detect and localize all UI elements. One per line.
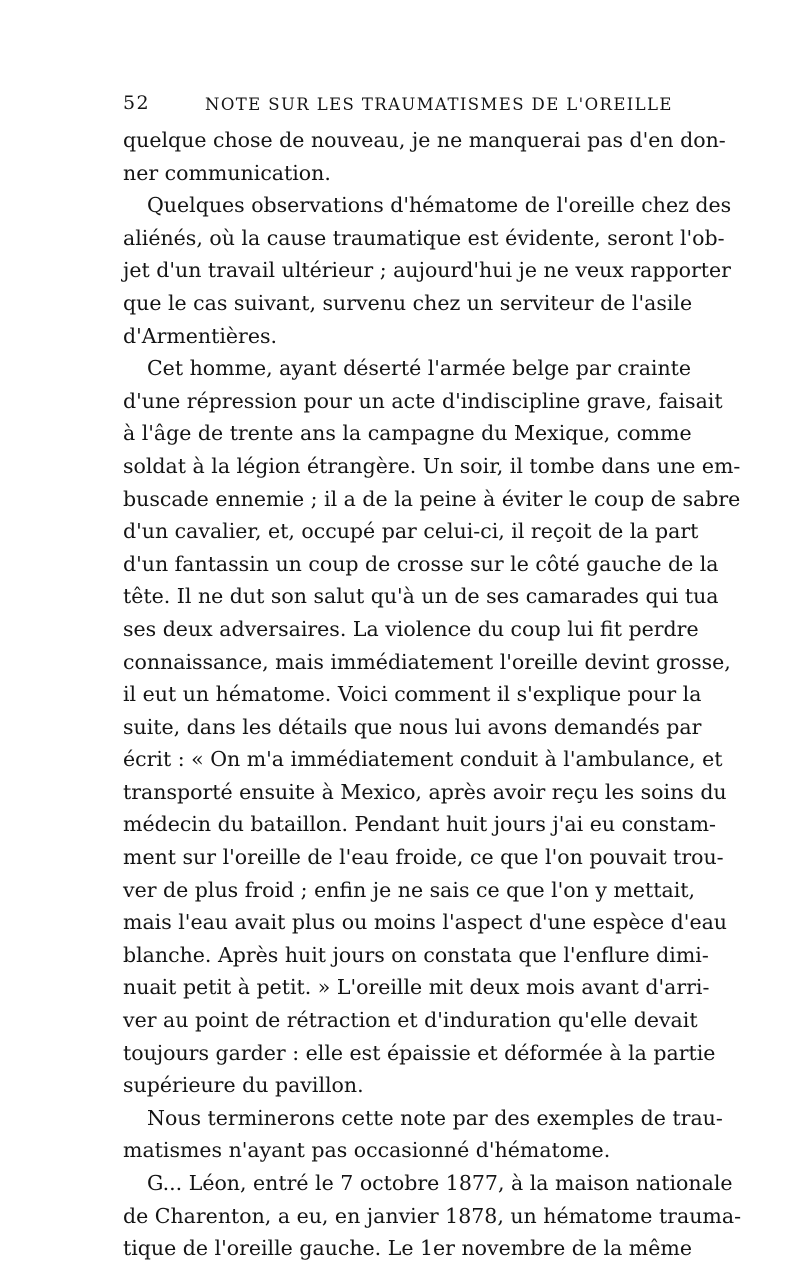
text-line: d'un cavalier, et, occupé par celui-ci, il reçoit de la part bbox=[123, 519, 699, 544]
text-line: aliénés, où la cause traumatique est évidente, seront l'ob- bbox=[123, 225, 725, 250]
text-line: de Charenton, a eu, en janvier 1878, un hématome trauma- bbox=[123, 1203, 741, 1228]
text-line: mais l'eau avait plus ou moins l'aspect d'une espèce d'eau bbox=[123, 910, 727, 935]
text-line: à l'âge de trente ans la campagne du Mexique, comme bbox=[123, 421, 692, 446]
body-text bbox=[123, 124, 741, 1265]
running-head bbox=[123, 92, 679, 120]
text-line: Cet homme, ayant déserté l'armée belge par crainte bbox=[147, 356, 692, 381]
text-line: Nous terminerons cette note par des exemples de trau- bbox=[147, 1105, 723, 1130]
text-line: d'une répression pour un acte d'indiscipline grave, faisait bbox=[123, 388, 723, 413]
text-line: nuait petit à petit. » L'oreille mit deux mois avant d'arri- bbox=[123, 975, 710, 1000]
text-line: G... Léon, entré le 7 octobre 1877, à la maison nationale bbox=[147, 1171, 733, 1195]
text-line: toujours garder : elle est épaissie et déformée à la partie bbox=[123, 1040, 716, 1065]
text-line: matismes n'ayant pas occasionné d'hématome. bbox=[123, 1138, 611, 1163]
text-line: que le cas suivant, survenu chez un serviteur de l'asile bbox=[123, 290, 693, 315]
text-line: d'Armentières. bbox=[123, 323, 278, 348]
text-line: ses deux adversaires. La violence du coup lui fit perdre bbox=[123, 616, 699, 641]
text-line: connaissance, mais immédiatement l'oreille devint grosse, bbox=[123, 649, 731, 674]
text-line: écrit : « On m'a immédiatement conduit à l'ambulance, et bbox=[123, 747, 723, 772]
text-line: ment sur l'oreille de l'eau froide, ce que l'on pouvait trou- bbox=[123, 845, 724, 870]
text-line: ver de plus froid ; enfin je ne sais ce que l'on y mettait, bbox=[123, 877, 696, 902]
text-line: tête. Il ne dut son salut qu'à un de ses camarades qui tua bbox=[123, 584, 719, 609]
text-line: médecin du bataillon. Pendant huit jours j'ai eu constam- bbox=[123, 812, 716, 837]
running-title: NOTE SUR LES TRAUMATISMES DE L'OREILLE bbox=[205, 95, 673, 114]
text-line: supérieure du pavillon. bbox=[123, 1073, 364, 1098]
text-line: ver au point de rétraction et d'induration qu'elle devait bbox=[123, 1008, 698, 1033]
text-line: Quelques observations d'hématome de l'oreille chez des bbox=[147, 193, 732, 218]
text-line: blanche. Après huit jours on constata que l'enflure dimi- bbox=[123, 942, 709, 967]
text-line: transporté ensuite à Mexico, après avoir reçu les soins du bbox=[123, 779, 727, 804]
text-line: suite, dans les détails que nous lui avons demandés par bbox=[123, 714, 702, 739]
text-line: tique de l'oreille gauche. Le 1er novembre de la même bbox=[123, 1236, 692, 1261]
text-line: d'un fantassin un coup de crosse sur le côté gauche de la bbox=[123, 551, 719, 576]
text-line: il eut un hématome. Voici comment il s'explique pour la bbox=[123, 682, 702, 707]
text-line: buscade ennemie ; il a de la peine à éviter le coup de sabre bbox=[123, 486, 741, 511]
text-line: jet d'un travail ultérieur ; aujourd'hui je ne veux rapporter bbox=[123, 258, 731, 283]
page-number: 52 bbox=[123, 92, 150, 114]
text-line: ner communication. bbox=[123, 160, 331, 185]
text-line: soldat à la légion étrangère. Un soir, il tombe dans une em- bbox=[123, 453, 741, 478]
text-line: quelque chose de nouveau, je ne manquerai pas d'en don- bbox=[123, 128, 726, 152]
